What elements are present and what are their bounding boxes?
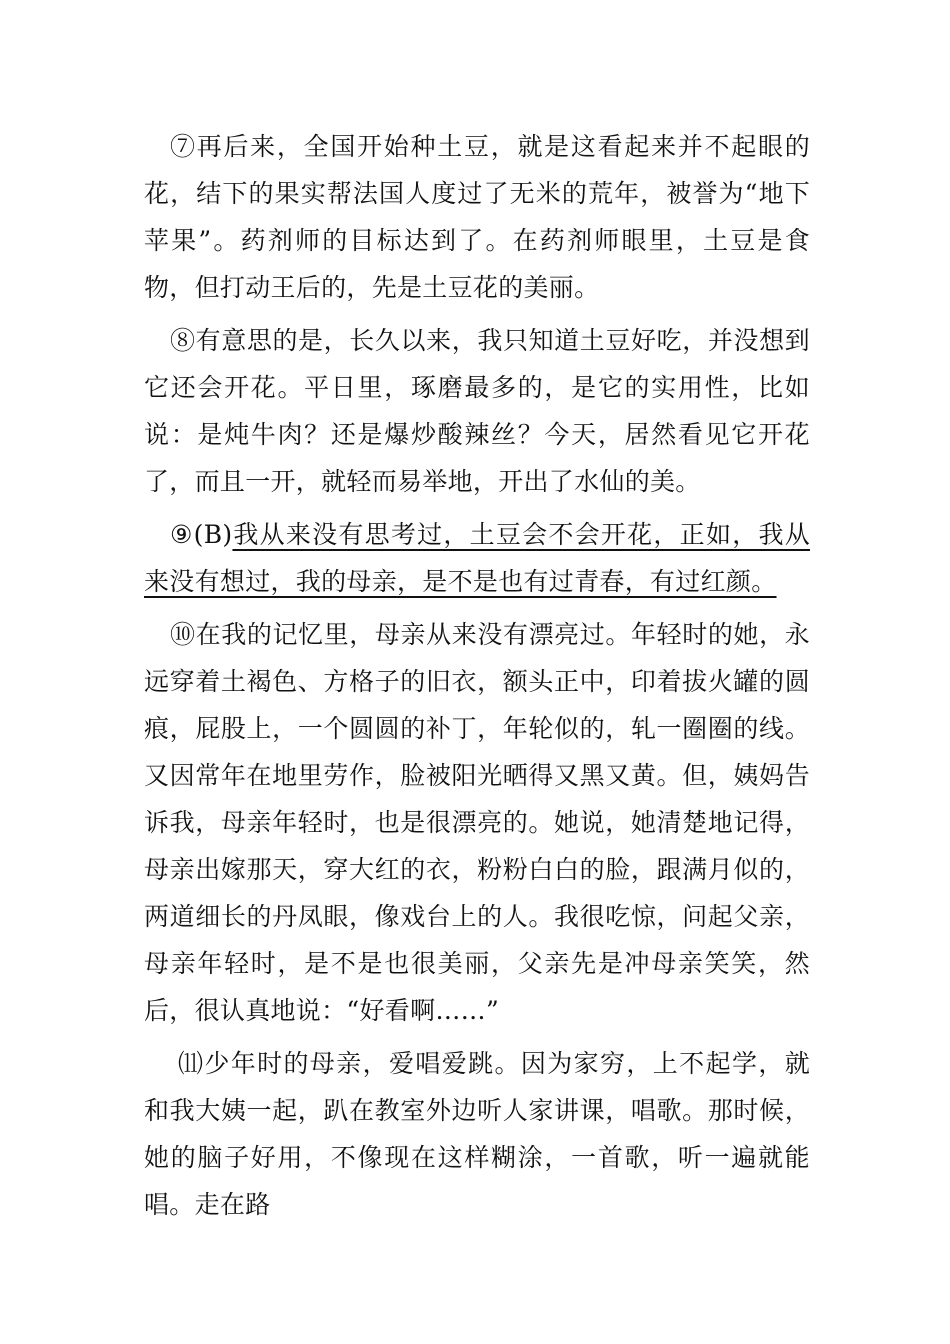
paragraph-9 <box>144 511 810 605</box>
paragraph-8: ⑧有意思的是，长久以来，我只知道土豆好吃，并没想到它还会开花。平日里，琢磨最多的，是它的实用性，比如说：是炖牛肉？还是爆炒酸辣丝？今天，居然看见它开花了，而且一开，就轻而易举地，开出了水仙的美。 <box>144 326 810 496</box>
paragraph-9-underlined-sentence: 我从来没有思考过，土豆会不会开花，正如，我从来没有想过，我的母亲，是不是也有过青春，有过红颜。 <box>144 520 810 596</box>
document-body <box>144 123 810 1234</box>
paragraph-11: ⑾少年时的母亲，爱唱爱跳。因为家穷，上不起学，就和我大姨一起，趴在教室外边听人家讲课，唱歌。那时候，她的脑子好用，不像现在这样糊涂，一首歌，听一遍就能唱。走在路 <box>144 1049 810 1219</box>
paragraph-7: ⑦再后来，全国开始种土豆，就是这看起来并不起眼的花，结下的果实帮法国人度过了无米的荒年，被誉为“地下苹果”。药剂师的目标达到了。在药剂师眼里，土豆是食物，但打动王后的，先是土豆花的美丽。 <box>144 132 810 302</box>
paragraph-9-prefix: ⑨(B) <box>170 520 233 549</box>
paragraph-10: ⑩在我的记忆里，母亲从来没有漂亮过。年轻时的她，永远穿着土褐色、方格子的旧衣，额头正中，印着拔火罐的圆痕，屁股上，一个圆圆的补丁，年轮似的，轧一圈圈的线。又因常年在地里劳作，脸被阳光晒得又黑又黄。但，姨妈告诉我，母亲年轻时，也是很漂亮的。她说，她清楚地记得，母亲出嫁那天，穿大红的衣，粉粉白白的脸，跟满月似的，两道细长的丹凤眼，像戏台上的人。我很吃惊，问起父亲，母亲年轻时，是不是也很美丽，父亲先是冲母亲笑笑，然后，很认真地说：“好看啊……” <box>144 620 810 1025</box>
